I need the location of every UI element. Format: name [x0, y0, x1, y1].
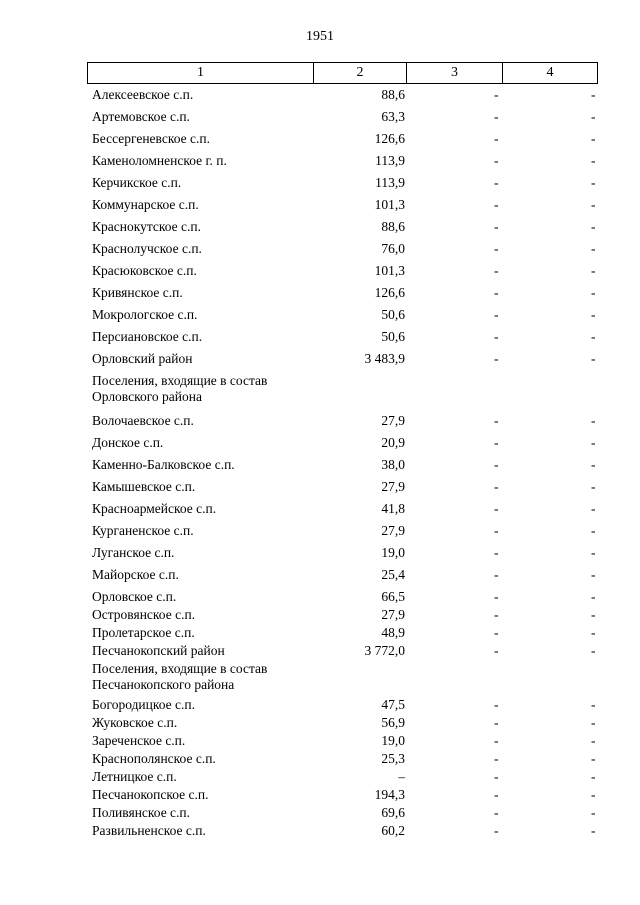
table-row — [0, 457, 640, 479]
value-col-2: 194,3 — [374, 787, 405, 802]
value-col-3: - — [494, 87, 499, 102]
value-col-4: - — [591, 219, 596, 234]
value-col-4: - — [591, 823, 596, 838]
table-row — [0, 715, 640, 733]
value-col-4: - — [591, 643, 596, 658]
value-col-2: 25,3 — [381, 751, 405, 766]
value-col-2: 27,9 — [381, 413, 405, 428]
value-col-3: - — [494, 153, 499, 168]
value-col-4: - — [591, 435, 596, 450]
table-row — [0, 643, 640, 661]
value-col-3: - — [494, 109, 499, 124]
value-col-3: - — [494, 175, 499, 190]
settlement-name: Краснолучское с.п. — [92, 241, 202, 256]
value-col-3: - — [494, 197, 499, 212]
value-col-2: 3 483,9 — [364, 351, 405, 366]
value-col-3: - — [494, 607, 499, 622]
table-row — [0, 285, 640, 307]
value-col-4: - — [591, 197, 596, 212]
settlement-name: Песчанокопское с.п. — [92, 787, 209, 802]
table-row — [0, 501, 640, 523]
settlement-name: Мокрологское с.п. — [92, 307, 198, 322]
group-header-line-2: Орловского района — [92, 389, 202, 404]
value-col-4: - — [591, 567, 596, 582]
value-col-2: 113,9 — [375, 175, 405, 190]
column-header-4: 4 — [503, 63, 598, 84]
settlement-name — [92, 661, 312, 693]
value-col-2: 20,9 — [381, 435, 405, 450]
value-col-3: - — [494, 413, 499, 428]
settlement-name: Краснополянское с.п. — [92, 751, 216, 766]
value-col-2: 76,0 — [381, 241, 405, 256]
value-col-3: - — [494, 329, 499, 344]
table-row — [0, 607, 640, 625]
table-row — [0, 329, 640, 351]
settlement-name: Майорское с.п. — [92, 567, 179, 582]
value-col-3: - — [494, 523, 499, 538]
settlement-name: Каменно-Балковское с.п. — [92, 457, 235, 472]
value-col-3: - — [494, 285, 499, 300]
value-col-2: 38,0 — [381, 457, 405, 472]
table-row — [0, 219, 640, 241]
value-col-4: - — [591, 501, 596, 516]
value-col-4: - — [591, 153, 596, 168]
table-body — [0, 87, 640, 841]
settlement-name: Персиановское с.п. — [92, 329, 203, 344]
settlement-name: Алексеевское с.п. — [92, 87, 194, 102]
value-col-2: 19,0 — [381, 733, 405, 748]
table-row — [0, 697, 640, 715]
settlement-name: Островянское с.п. — [92, 607, 196, 622]
value-col-2: 69,6 — [381, 805, 405, 820]
value-col-2: 56,9 — [381, 715, 405, 730]
value-col-4: - — [591, 589, 596, 604]
group-header-row — [0, 373, 640, 413]
settlement-name: Артемовское с.п. — [92, 109, 190, 124]
value-col-2: 50,6 — [381, 307, 405, 322]
group-header-row — [0, 661, 640, 697]
table-row — [0, 589, 640, 607]
value-col-2: – — [398, 769, 405, 784]
table-row — [0, 545, 640, 567]
settlement-name: Орловское с.п. — [92, 589, 177, 604]
value-col-3: - — [494, 697, 499, 712]
value-col-4: - — [591, 769, 596, 784]
value-col-2: 88,6 — [381, 87, 405, 102]
value-col-3: - — [494, 131, 499, 146]
table-row — [0, 823, 640, 841]
value-col-3: - — [494, 625, 499, 640]
table-row — [0, 131, 640, 153]
table-row — [0, 241, 640, 263]
value-col-2: 48,9 — [381, 625, 405, 640]
table-row — [0, 413, 640, 435]
table-row — [0, 87, 640, 109]
settlement-name: Волочаевское с.п. — [92, 413, 194, 428]
settlement-name: Зареченское с.п. — [92, 733, 186, 748]
value-col-3: - — [494, 715, 499, 730]
settlement-name: Каменоломненское г. п. — [92, 153, 227, 168]
value-col-3: - — [494, 307, 499, 322]
value-col-2: 63,3 — [381, 109, 405, 124]
table-row — [0, 197, 640, 219]
settlement-name: Богородицкое с.п. — [92, 697, 196, 712]
value-col-4: - — [591, 131, 596, 146]
value-col-3: - — [494, 479, 499, 494]
value-col-3: - — [494, 769, 499, 784]
settlement-name: Красноармейское с.п. — [92, 501, 217, 516]
table-row — [0, 435, 640, 457]
value-col-3: - — [494, 751, 499, 766]
table-row — [0, 751, 640, 769]
column-header-3: 3 — [407, 63, 503, 84]
value-col-4: - — [591, 241, 596, 256]
column-header-1: 1 — [88, 63, 314, 84]
settlement-name: Развильненское с.п. — [92, 823, 206, 838]
settlement-name: Донское с.п. — [92, 435, 164, 450]
value-col-3: - — [494, 733, 499, 748]
value-col-3: - — [494, 567, 499, 582]
table-row — [0, 625, 640, 643]
column-header-2: 2 — [314, 63, 407, 84]
settlement-name: Красюковское с.п. — [92, 263, 197, 278]
settlement-name: Летницкое с.п. — [92, 769, 177, 784]
group-header-line-1: Поселения, входящие в состав — [92, 373, 268, 388]
value-col-2: 113,9 — [375, 153, 405, 168]
value-col-2: 27,9 — [381, 607, 405, 622]
value-col-2: 19,0 — [381, 545, 405, 560]
value-col-4: - — [591, 625, 596, 640]
value-col-2: 25,4 — [381, 567, 405, 582]
value-col-4: - — [591, 545, 596, 560]
value-col-4: - — [591, 751, 596, 766]
table-row — [0, 351, 640, 373]
value-col-3: - — [494, 263, 499, 278]
settlement-name: Луганское с.п. — [92, 545, 175, 560]
value-col-4: - — [591, 733, 596, 748]
settlement-name: Керчикское с.п. — [92, 175, 182, 190]
value-col-3: - — [494, 241, 499, 256]
value-col-3: - — [494, 501, 499, 516]
value-col-2: 88,6 — [381, 219, 405, 234]
value-col-3: - — [494, 787, 499, 802]
value-col-3: - — [494, 823, 499, 838]
value-col-2: 126,6 — [374, 131, 405, 146]
value-col-2: 27,9 — [381, 523, 405, 538]
value-col-4: - — [591, 307, 596, 322]
table-row — [0, 263, 640, 285]
value-col-4: - — [591, 285, 596, 300]
table-row — [0, 153, 640, 175]
table-row — [0, 523, 640, 545]
page-number: 1951 — [306, 29, 334, 44]
value-col-4: - — [591, 479, 596, 494]
value-col-3: - — [494, 589, 499, 604]
value-col-4: - — [591, 351, 596, 366]
value-col-3: - — [494, 643, 499, 658]
value-col-4: - — [591, 329, 596, 344]
value-col-3: - — [494, 435, 499, 450]
value-col-4: - — [591, 263, 596, 278]
table-row — [0, 175, 640, 197]
value-col-3: - — [494, 545, 499, 560]
table-row — [0, 109, 640, 131]
settlement-name: Бессергеневское с.п. — [92, 131, 210, 146]
column-header-table — [87, 62, 598, 84]
settlement-name: Орловский район — [92, 351, 193, 366]
value-col-3: - — [494, 457, 499, 472]
settlement-name — [92, 373, 312, 405]
settlement-name: Поливянское с.п. — [92, 805, 191, 820]
value-col-4: - — [591, 109, 596, 124]
table-row — [0, 733, 640, 751]
value-col-4: - — [591, 607, 596, 622]
value-col-2: 126,6 — [374, 285, 405, 300]
settlement-name: Жуковское с.п. — [92, 715, 178, 730]
value-col-4: - — [591, 697, 596, 712]
table-row — [0, 787, 640, 805]
group-header-line-2: Песчанокопского района — [92, 677, 235, 692]
group-header-line-1: Поселения, входящие в состав — [92, 661, 268, 676]
value-col-2: 50,6 — [381, 329, 405, 344]
value-col-2: 101,3 — [374, 263, 405, 278]
value-col-4: - — [591, 175, 596, 190]
value-col-2: 3 772,0 — [364, 643, 405, 658]
settlement-name: Кривянское с.п. — [92, 285, 183, 300]
table-row — [0, 307, 640, 329]
value-col-3: - — [494, 805, 499, 820]
value-col-2: 60,2 — [381, 823, 405, 838]
value-col-4: - — [591, 787, 596, 802]
value-col-4: - — [591, 523, 596, 538]
value-col-4: - — [591, 715, 596, 730]
table-row — [0, 567, 640, 589]
table-row — [0, 805, 640, 823]
value-col-2: 66,5 — [381, 589, 405, 604]
table-row — [0, 479, 640, 501]
column-header-row — [88, 63, 598, 84]
value-col-2: 27,9 — [381, 479, 405, 494]
settlement-name: Коммунарское с.п. — [92, 197, 199, 212]
value-col-4: - — [591, 805, 596, 820]
settlement-name: Курганенское с.п. — [92, 523, 194, 538]
value-col-3: - — [494, 351, 499, 366]
value-col-4: - — [591, 413, 596, 428]
settlement-name: Камышевское с.п. — [92, 479, 196, 494]
value-col-4: - — [591, 457, 596, 472]
settlement-name: Песчанокопский район — [92, 643, 225, 658]
value-col-2: 41,8 — [381, 501, 405, 516]
table-row — [0, 769, 640, 787]
value-col-4: - — [591, 87, 596, 102]
value-col-2: 47,5 — [381, 697, 405, 712]
settlement-name: Краснокутское с.п. — [92, 219, 202, 234]
value-col-3: - — [494, 219, 499, 234]
value-col-2: 101,3 — [374, 197, 405, 212]
settlement-name: Пролетарское с.п. — [92, 625, 195, 640]
